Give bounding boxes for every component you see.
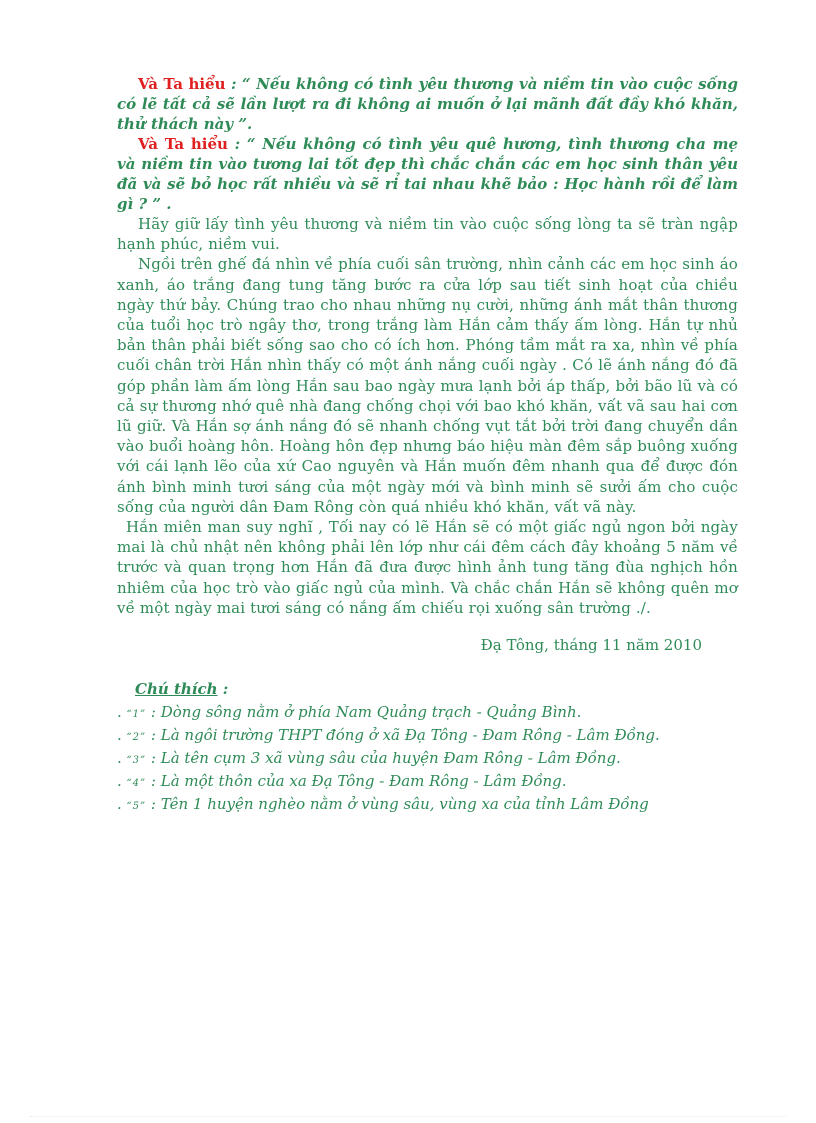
- notes-colon: :: [217, 680, 229, 699]
- signature-date: Đạ Tông, tháng 11 năm 2010: [480, 636, 702, 655]
- quote-2: [117, 134, 738, 214]
- quote-text: : “ Nếu không có tình yêu quê hương, tình thương cha mẹ và niềm tin vào tương lai tốt đẹp thì chắc chắn các em học sinh thân yêu đã và sẽ bỏ học rất nhiều và sẽ rỉ tai nhau khẽ bảo : Học hành rồi để làm gì ? ” .: [117, 135, 738, 213]
- paragraph-2: Ngồi trên ghế đá nhìn về phía cuối sân trường, nhìn cảnh các em học sinh áo xanh, áo trắng đang tung tăng bước ra cửa lớp sau tiết sinh hoạt của chiều ngày thứ bảy. Chúng trao cho nhau những nụ cười, những ánh mắt thân thương của tuổi học trò ngây thơ, trong trắng làm Hắn cảm thấy ấm lòng. Hắn tự nhủ bản thân phải biết sống sao cho có ích hơn. Phóng tầm mắt ra xa, nhìn về phía cuối chân trời Hắn nhìn thấy có một ánh nắng cuối ngày . Có lẽ ánh nắng đó đã góp phần làm ấm lòng Hắn sau bao ngày mưa lạnh bởi áp thấp, bởi bão lũ và có cả sự thương nhớ quê nhà đang chống chọi với bao khó khăn, vất vã sau hai cơn lũ giữ. Và Hắn sợ ánh nắng đó sẽ nhanh chống vụt tắt bởi trời đang chuyển dần vào buổi hoàng hôn. Hoàng hôn đẹp nhưng báo hiệu màn đêm sắp buông xuống với cái lạnh lẽo của xứ Cao nguyên và Hắn muốn đêm nhanh qua để được đón ánh bình minh tươi sáng của một ngày mới và bình minh sẽ sưởi ấm cho cuộc sống của người dân Đam Rông còn quá nhiều khó khăn, vất vã này.: [117, 255, 738, 516]
- footnote-mark: “1”: [126, 709, 147, 721]
- footnote-mark: “5”: [126, 801, 147, 813]
- footnote-text: : Là một thôn của xa Đạ Tông - Đam Rông - Lâm Đồng.: [146, 772, 567, 791]
- quote-text: : “ Nếu không có tình yêu thương và niềm tin vào cuộc sống có lẽ tất cả sẽ lần lượt ra đi không ai muốn ở lại mãnh đất đầy khó khăn, thử thách này ”.: [117, 75, 738, 133]
- notes-heading: [135, 680, 738, 698]
- footnote-text: : Là tên cụm 3 xã vùng sâu của huyện Đam Rông - Lâm Đồng.: [146, 749, 621, 768]
- footnote-text: : Dòng sông nằm ở phía Nam Quảng trạch - Quảng Bình.: [146, 703, 582, 722]
- page-bottom-divider: [30, 1116, 786, 1117]
- footnote-1: . “1” : Dòng sông nằm ở phía Nam Quảng trạch - Quảng Bình.: [117, 703, 582, 722]
- footnote-5: . “5” : Tên 1 huyện nghèo nằm ở vùng sâu, vùng xa của tỉnh Lâm Đồng: [117, 795, 649, 814]
- footnote-3: . “3” : Là tên cụm 3 xã vùng sâu của huyện Đam Rông - Lâm Đồng.: [117, 749, 621, 768]
- quote-1: [117, 74, 738, 134]
- notes-title: Chú thích: [135, 680, 218, 699]
- paragraph-3: Hắn miên man suy nghĩ , Tối nay có lẽ Hắn sẽ có một giấc ngủ ngon bởi ngày mai là chủ nhật nên không phải lên lớp như cái đêm cách đây khoảng 5 năm về trước và quan trọng hơn Hắn đã đưa được hình ảnh tung tăng đùa nghịch hồn nhiêm của học trò vào giấc ngủ của mình. Và chắc chắn Hắn sẽ không quên mơ về một ngày mai tươi sáng có nắng ấm chiếu rọi xuống sân trường ./.: [117, 518, 738, 617]
- footnote-mark: “3”: [126, 755, 147, 767]
- footnote-4: . “4” : Là một thôn của xa Đạ Tông - Đam Rông - Lâm Đồng.: [117, 772, 567, 791]
- quote-lead: Và Ta hiểu: [138, 75, 226, 93]
- footnote-mark: “2”: [126, 732, 147, 744]
- footnote-text: : Là ngôi trường THPT đóng ở xã Đạ Tông - Đam Rông - Lâm Đồng.: [146, 726, 660, 745]
- footnote-text: : Tên 1 huyện nghèo nằm ở vùng sâu, vùng xa của tỉnh Lâm Đồng: [146, 795, 649, 814]
- footnote-2: . “2” : Là ngôi trường THPT đóng ở xã Đạ Tông - Đam Rông - Lâm Đồng.: [117, 726, 660, 745]
- footnote-mark: “4”: [126, 778, 147, 790]
- paragraph-1: Hãy giữ lấy tình yêu thương và niềm tin vào cuộc sống lòng ta sẽ tràn ngập hạnh phúc, niềm vui.: [117, 215, 738, 254]
- quote-lead: Và Ta hiểu: [138, 135, 228, 153]
